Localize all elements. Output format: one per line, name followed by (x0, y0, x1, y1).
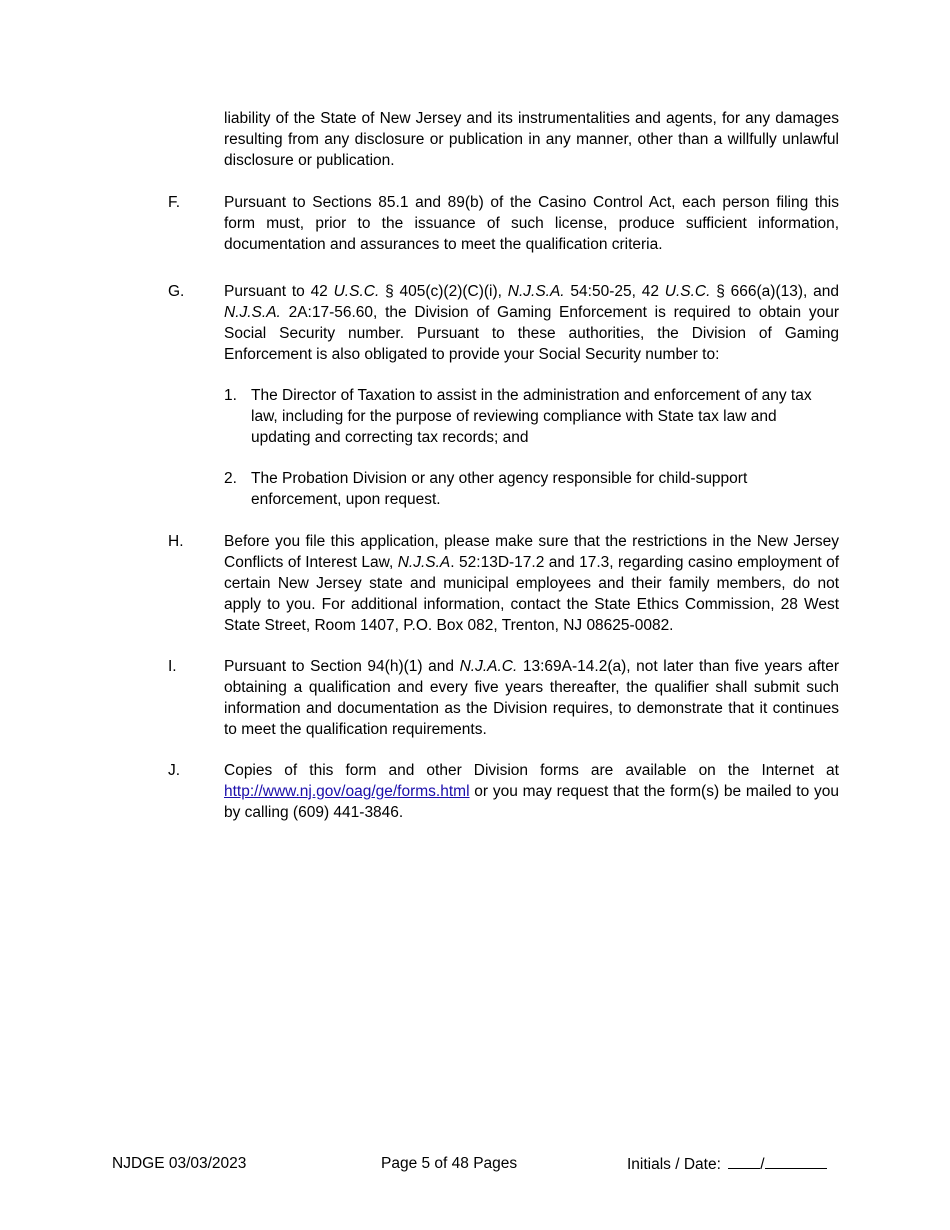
footer-form-id: NJDGE 03/03/2023 (112, 1155, 247, 1172)
forms-link[interactable]: http://www.nj.gov/oag/ge/forms.html (224, 783, 470, 800)
section-j-letter: J. (168, 762, 181, 779)
section-g-letter: G. (168, 283, 185, 300)
subitem-text: The Probation Division or any other agency responsible for child-support enforcement, upon request. (251, 470, 748, 508)
section-h-letter: H. (168, 533, 184, 550)
section-f-text: Pursuant to Sections 85.1 and 89(b) of the Casino Control Act, each person filing this form must, prior to the issuance of such license, produce sufficient information, documentation and assurances to meet the qualification criteria. (224, 194, 839, 253)
initials-blank[interactable] (728, 1153, 760, 1169)
subitem-number: 1. (224, 387, 237, 404)
section-i-letter: I. (168, 658, 177, 675)
subitem-number: 2. (224, 470, 237, 487)
section-f-letter: F. (168, 194, 181, 211)
subitem-text: The Director of Taxation to assist in the administration and enforcement of any tax law, including for the purpose of reviewing compliance with State tax law and updating and correcting tax records; and (251, 387, 812, 446)
section-i-text: Pursuant to Section 94(h)(1) and N.J.A.C. 13:69A-14.2(a), not later than five years after obtaining a qualification and every five years thereafter, the qualifier shall submit such information and documentation as the Division requires, to demonstrate that it continues to meet the qualification requirements. (224, 658, 840, 738)
intro-paragraph: liability of the State of New Jersey and its instrumentalities and agents, for any damages resulting from any disclosure or publication in any manner, other than a willfully unlawful disclosure or publication. (224, 110, 839, 169)
section-g-text: Pursuant to 42 U.S.C. § 405(c)(2)(C)(i), N.J.S.A. 54:50-25, 42 U.S.C. § 666(a)(13), and N.J.S.A. 2A:17-56.60, the Division of Gaming Enforcement is required to obtain your Social Security number. Pursuant to these authorities, the Division of Gaming Enforcement is also obligated to provide your Social Security number to: (224, 283, 839, 363)
footer-initials-date (627, 1153, 827, 1175)
section-h-text: Before you file this application, please make sure that the restrictions in the New Jersey Conflicts of Interest Law, N.J.S.A. 52:13D-17.2 and 17.3, regarding casino employment of certain New Jersey state and municipal employees and their family members, do not apply to you. For additional information, contact the State Ethics Commission, 28 West State Street, Room 1407, P.O. Box 082, Trenton, NJ 08625-0082. (224, 533, 839, 634)
footer-page-number: Page 5 of 48 Pages (381, 1155, 518, 1172)
date-separator: / (760, 1156, 765, 1173)
initials-label: Initials / Date: (627, 1156, 721, 1173)
date-blank[interactable] (765, 1153, 827, 1169)
section-j-text: Copies of this form and other Division forms are available on the Internet at http://www.nj.gov/oag/ge/forms.html or you may request that the form(s) be mailed to you by calling (609) 441-3846. (224, 762, 839, 821)
